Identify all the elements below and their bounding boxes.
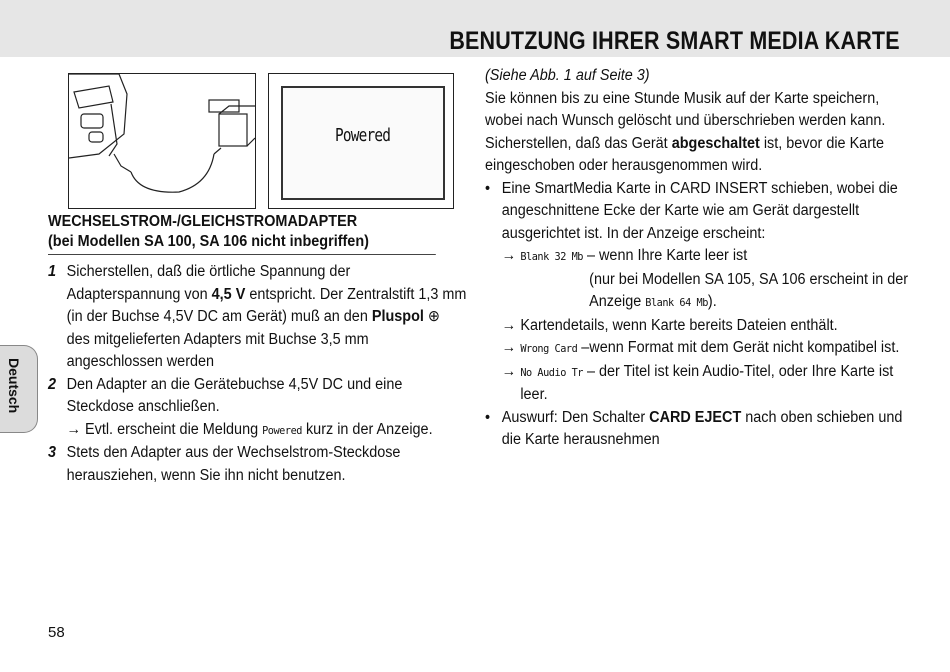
arrow-icon: → bbox=[66, 420, 82, 438]
adapter-section bbox=[48, 212, 466, 487]
step-number: 3 bbox=[48, 444, 57, 461]
page-title: BENUTZUNG IHRER SMART MEDIA KARTE bbox=[449, 27, 900, 55]
lcd-inline-text: Blank 32 Mb bbox=[520, 250, 583, 263]
page-number: 58 bbox=[48, 624, 65, 641]
arrow-icon: → bbox=[501, 339, 517, 356]
language-tab-label: Deutsch bbox=[6, 358, 22, 414]
display-illustration bbox=[268, 73, 454, 209]
adapter-illustration bbox=[68, 73, 256, 209]
step-text: Sicherstellen, daß die örtliche Spannung der Adapterspannung von bbox=[66, 263, 351, 303]
step-text: Den Adapter an die Gerätebuchse 4,5V DC und eine Steckdose anschließen. bbox=[66, 375, 403, 415]
bullet-text: Auswurf: Den Schalter bbox=[501, 408, 650, 426]
step-emphasis: Pluspol bbox=[371, 308, 424, 325]
message-text: – der Titel ist kein Audio-Titel, oder Ihre Karte ist leer. bbox=[520, 362, 894, 403]
intro-text: ist, bevor die Karte eingeschoben oder herausgenommen wird. bbox=[485, 134, 885, 174]
note-text: (nur bei Modellen SA 105, SA 106 erscheint in der Anzeige bbox=[589, 270, 909, 310]
lcd-inline-text: No Audio Tr bbox=[520, 365, 583, 379]
message-text: Kartendetails, wenn Karte bereits Dateien enthält. bbox=[520, 316, 838, 334]
lcd-powered-text: Powered bbox=[335, 125, 391, 146]
step-text: kurz in der Anzeige. bbox=[301, 420, 433, 438]
intro-text: Sie können bis zu eine Stunde Musik auf der Karte speichern, wobei nach Wunsch gelöscht und überschrieben werden kann. Sicherstellen, daß das Gerät bbox=[485, 89, 886, 152]
arrow-icon: → bbox=[501, 316, 517, 334]
display-message-no-audio bbox=[485, 361, 915, 407]
section-title-line-2: (bei Modellen SA 100, SA 106 nicht inbegriffen) bbox=[48, 233, 369, 250]
display-message-wrong-card bbox=[485, 337, 915, 361]
arrow-icon: → bbox=[501, 362, 517, 380]
step-text: Stets den Adapter aus der Wechselstrom-Steckdose herausziehen, wenn Sie ihn nicht benutzen. bbox=[66, 444, 401, 484]
step-emphasis: 4,5 V bbox=[211, 285, 246, 303]
step-number: 2 bbox=[48, 375, 57, 393]
step-text: entspricht. Der Zentralstift 1,3 mm (in der Buchse 4,5V DC am Gerät) muß an den bbox=[66, 285, 467, 325]
step-text: Evtl. erscheint die Meldung bbox=[85, 420, 263, 438]
lcd-inline-text: Wrong Card bbox=[520, 342, 578, 355]
display-message-blank bbox=[485, 245, 915, 269]
step-number: 1 bbox=[48, 263, 57, 280]
bullet-text: nach oben schieben und die Karte herausnehmen bbox=[501, 408, 903, 448]
step-2 bbox=[48, 374, 467, 443]
lcd-inline-text: Blank 64 Mb bbox=[645, 296, 708, 309]
lcd-display bbox=[281, 86, 445, 200]
adapter-section-title bbox=[48, 212, 436, 255]
bullet-eject-card bbox=[485, 407, 915, 452]
bullet-icon: • bbox=[485, 408, 491, 426]
lcd-inline-text: Powered bbox=[262, 423, 302, 437]
bullet-emphasis: CARD EJECT bbox=[649, 408, 742, 426]
figure-reference: (Siehe Abb. 1 auf Seite 3) bbox=[485, 67, 650, 84]
smartmedia-section bbox=[485, 65, 915, 452]
intro-emphasis: abgeschaltet bbox=[671, 134, 760, 152]
bullet-icon: • bbox=[485, 179, 491, 197]
section-title-line-1: WECHSELSTROM-/GLEICHSTROMADAPTER bbox=[48, 213, 358, 230]
note-text: ). bbox=[707, 293, 717, 310]
bullet-text: Eine SmartMedia Karte in CARD INSERT schieben, wobei die angeschnittene Ecke der Karte wie am Gerät dargestellt ausgerichtet ist. In der Anzeige erscheint: bbox=[501, 179, 898, 242]
step-1 bbox=[48, 261, 467, 374]
message-text: –wenn Format mit dem Gerät nicht kompatibel ist. bbox=[577, 339, 900, 356]
step-3 bbox=[48, 442, 467, 487]
adapter-drawing bbox=[69, 74, 255, 208]
display-message-blank-note bbox=[485, 269, 915, 315]
display-message-details bbox=[485, 315, 915, 338]
step-text: ⊕ des mitgelieferten Adapters mit Buchse 3,5 mm angeschlossen werden bbox=[66, 308, 441, 370]
page-header bbox=[0, 0, 950, 57]
arrow-icon: → bbox=[501, 247, 517, 264]
language-tab bbox=[0, 345, 38, 433]
message-text: – wenn Ihre Karte leer ist bbox=[582, 247, 748, 264]
intro-paragraph bbox=[485, 88, 915, 178]
bullet-insert-card bbox=[485, 178, 915, 246]
